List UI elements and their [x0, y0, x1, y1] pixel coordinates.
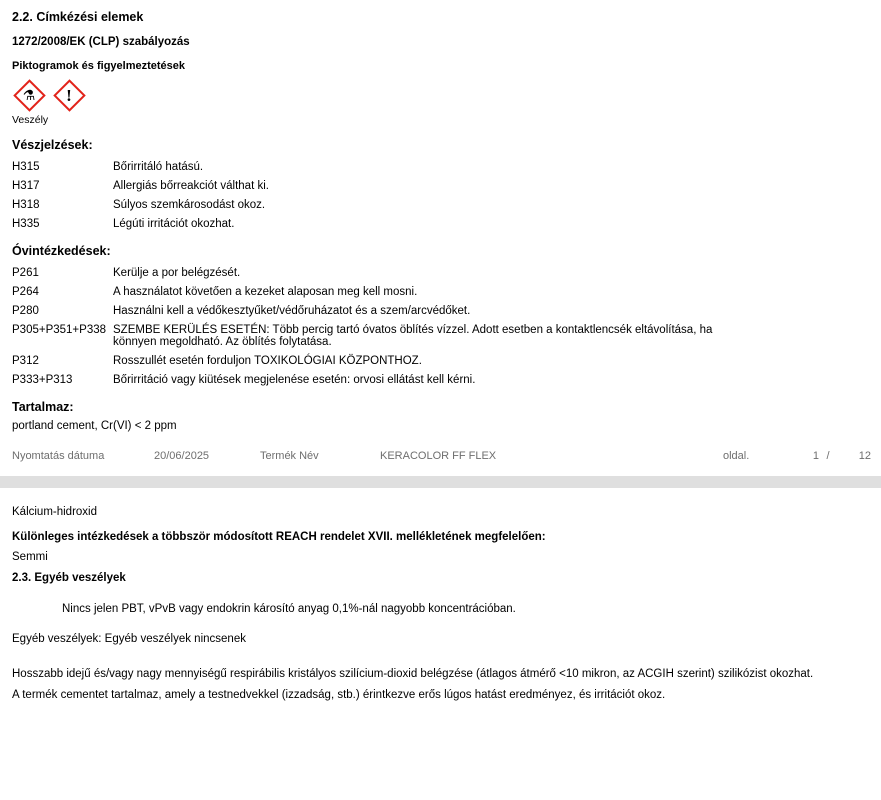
print-date-value: 20/06/2025	[154, 450, 210, 462]
pictograms-heading: Piktogramok és figyelmeztetések	[12, 60, 186, 72]
table-row	[12, 321, 752, 352]
hazard-text: Allergiás bőrreakciót válthat ki.	[113, 180, 269, 192]
hazard-code: H335	[12, 218, 40, 230]
spacer	[0, 587, 881, 601]
regulation-subtitle: 1272/2008/EK (CLP) szabályozás	[12, 36, 190, 48]
reach-value: Semmi	[12, 551, 48, 564]
exclamation-mark-pictogram	[52, 78, 86, 112]
substance-name: Kálcium-hidroxid	[12, 506, 98, 518]
table-row	[12, 177, 752, 196]
top-spacer	[0, 0, 881, 10]
print-date-label: Nyomtatás dátuma	[12, 450, 105, 462]
pbt-statement: Nincs jelen PBT, vPvB vagy endokrin károsító anyag 0,1%-nál nagyobb koncentrációban.	[62, 602, 516, 615]
table-row	[12, 352, 752, 371]
hazard-statements-table	[12, 158, 752, 234]
precaution-text: Bőrirritáció vagy kiütések megjelenése esetén: orvosi ellátást kell kérni.	[113, 374, 476, 386]
corrosion-icon: ⚗	[22, 87, 36, 103]
page-total: 12	[858, 450, 871, 462]
cement-paragraph: A termék cementet tartalmaz, amely a testnedvekkel (izzadság, stb.) érintkezve erős lúgos hatást eredményez, és irritációt okoz.	[12, 689, 666, 702]
page-label: oldal.	[723, 450, 750, 462]
hazard-text: Súlyos szemkárosodást okoz.	[113, 199, 266, 211]
precaution-code: P333+P313	[12, 374, 73, 386]
contains-text: portland cement, Cr(VI) < 2 ppm	[12, 420, 177, 432]
spacer	[0, 126, 881, 138]
table-row	[12, 302, 752, 321]
table-row	[12, 196, 752, 215]
spacer	[0, 648, 881, 666]
precaution-text: SZEMBE KERÜLÉS ESETÉN: Több percig tartó óvatos öblítés vízzel. Adott esetben a kontaktlencsék eltávolítása, ha könnyen megoldható. Az öblítés folytatása.	[113, 324, 713, 348]
table-row	[12, 215, 752, 234]
signal-word: Veszély	[12, 114, 49, 126]
spacer	[0, 48, 881, 60]
product-name-label: Termék Név	[260, 450, 319, 462]
page-footer	[0, 450, 881, 462]
contains-heading: Tartalmaz:	[12, 400, 74, 414]
pictogram-row	[0, 78, 881, 112]
hazard-code: H317	[12, 180, 40, 192]
table-row	[12, 371, 752, 390]
product-name-value: KERACOLOR FF FLEX	[380, 450, 497, 462]
hazard-text: Bőrirritáló hatású.	[113, 161, 204, 173]
section-title-2-2: 2.2. Címkézési elemek	[12, 10, 144, 24]
precaution-code: P261	[12, 267, 39, 279]
precaution-text: Kerülje a por belégzését.	[113, 267, 241, 279]
section-title-2-3: 2.3. Egyéb veszélyek	[12, 572, 126, 585]
spacer	[0, 234, 881, 244]
table-row	[12, 283, 752, 302]
silica-paragraph: Hosszabb idejű és/vagy nagy mennyiségű respirábilis kristályos szilícium-dioxid belégzése (átlagos átmérő <10 mikron, az ACGIH szerint) szilikózist okozhat.	[12, 668, 814, 681]
hazard-text: Légúti irritációt okozhat.	[113, 218, 235, 230]
page-separator: /	[826, 450, 830, 462]
spacer	[0, 390, 881, 400]
precautionary-statements-table	[12, 264, 752, 390]
table-row	[12, 264, 752, 283]
exclamation-mark-icon: !	[66, 85, 72, 105]
precautionary-statements-heading: Óvintézkedések:	[12, 244, 111, 258]
precaution-text: A használatot követően a kezeket alaposan meg kell mosni.	[113, 286, 418, 298]
precaution-text: Használni kell a védőkesztyűket/védőruházatot és a szem/arcvédőket.	[113, 305, 471, 317]
page-break-divider	[0, 476, 881, 488]
hazard-code: H315	[12, 161, 40, 173]
hazard-code: H318	[12, 199, 40, 211]
spacer	[0, 617, 881, 631]
precaution-code: P264	[12, 286, 39, 298]
spacer	[0, 521, 881, 529]
table-row	[12, 158, 752, 177]
spacer	[0, 24, 881, 36]
precaution-code: P280	[12, 305, 39, 317]
page-2-body	[0, 488, 881, 705]
page-current: 1	[812, 450, 819, 462]
corrosion-pictogram	[12, 78, 46, 112]
precaution-code: P312	[12, 355, 39, 367]
hazard-statements-heading: Vészjelzések:	[12, 138, 93, 152]
precaution-text: Rosszullét esetén forduljon TOXIKOLÓGIAI KÖZPONTHOZ.	[113, 355, 422, 367]
reach-heading: Különleges intézkedések a többször módosított REACH rendelet XVII. mellékletének megfelelően:	[12, 530, 546, 543]
precaution-code: P305+P351+P338	[12, 324, 107, 336]
other-hazards: Egyéb veszélyek: Egyéb veszélyek nincsenek	[12, 633, 246, 646]
